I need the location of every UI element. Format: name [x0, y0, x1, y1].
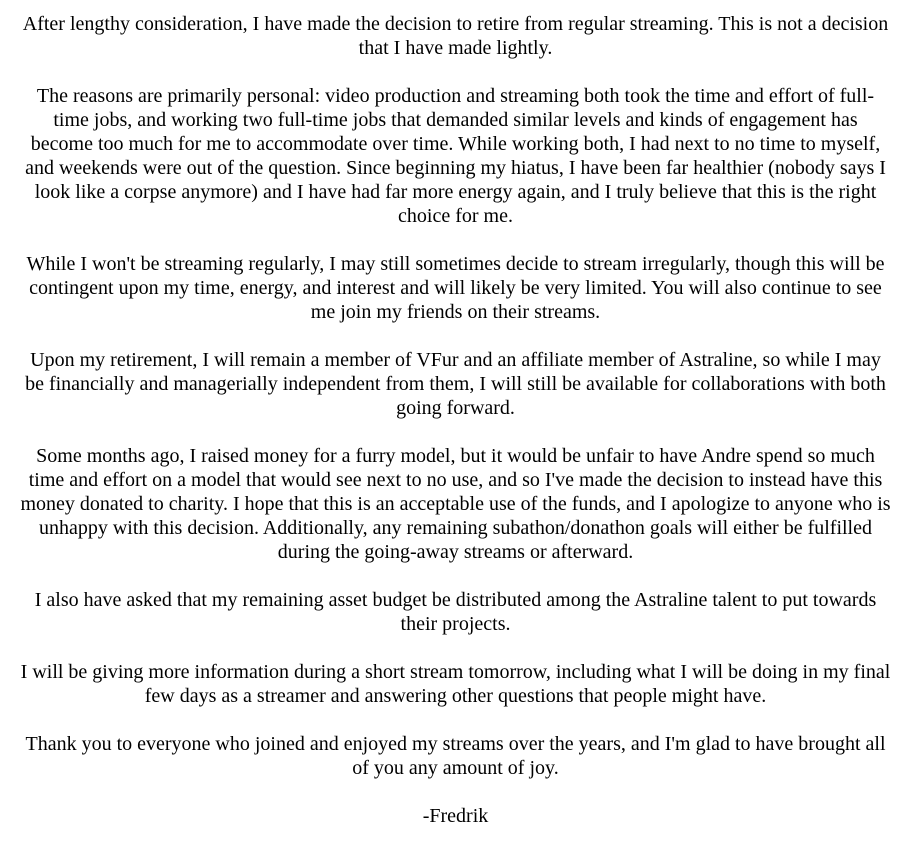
paragraph-intro: After lengthy consideration, I have made the decision to retire from regular streaming. This is not a decision that I have made lightly.	[22, 13, 889, 59]
paragraph-thanks: Thank you to everyone who joined and enjoyed my streams over the years, and I'm glad to have brought all of you any amount of joy.	[25, 733, 886, 779]
paragraph-reasons: The reasons are primarily personal: video production and streaming both took the time and effort of full-time jobs, and working two full-time jobs that demanded similar levels and kinds of engagement has become too much for me to accommodate over time. While working both, I had next to no time to myself, and weekends were out of the question. Since beginning my hiatus, I have been far healthier (nobody says I look like a corpse anymore) and I have had far more energy again, and I truly believe that this is the right choice for me.	[25, 85, 886, 227]
paragraph-affiliations: Upon my retirement, I will remain a member of VFur and an affiliate member of Astraline, so while I may be financially and managerially independent from them, I will still be available for collaborations with both going forward.	[25, 349, 886, 419]
paragraph-streaming-plans: While I won't be streaming regularly, I may still sometimes decide to stream irregularly, though this will be contingent upon my time, energy, and interest and will likely be very limited. You will also continue to see me join my friends on their streams.	[26, 253, 885, 323]
signature: -Fredrik	[422, 805, 489, 827]
paragraph-asset-budget: I also have asked that my remaining asset budget be distributed among the Astraline talent to put towards their projects.	[34, 589, 877, 635]
paragraph-next-stream: I will be giving more information during a short stream tomorrow, including what I will be doing in my final few days as a streamer and answering other questions that people might have.	[20, 661, 891, 707]
paragraph-funds: Some months ago, I raised money for a furry model, but it would be unfair to have Andre spend so much time and effort on a model that would see next to no use, and so I've made the decision to instead have this money donated to charity. I hope that this is an acceptable use of the funds, and I apologize to anyone who is unhappy with this decision. Additionally, any remaining subathon/donathon goals will either be fulfilled during the going-away streams or afterward.	[20, 445, 891, 563]
